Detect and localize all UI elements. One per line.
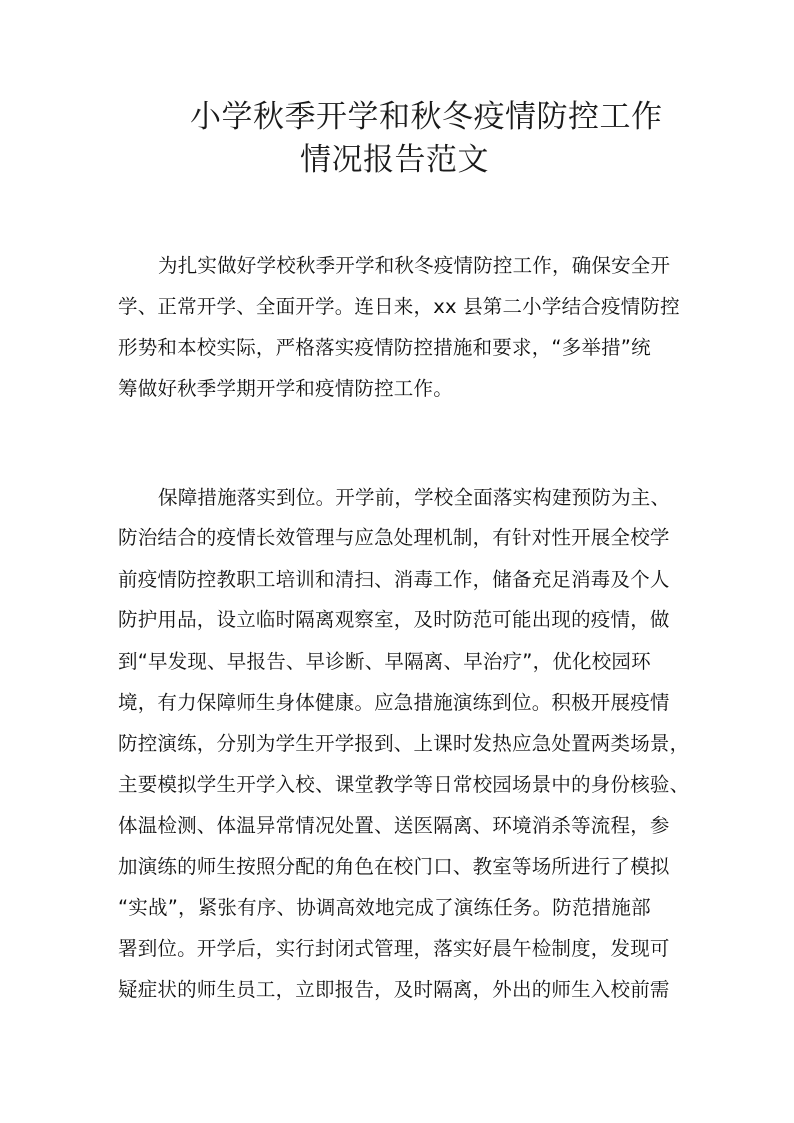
paragraph-2-line-7: 防控演练，分别为学生开学报到、上课时发热应急处置两类场景， [118, 732, 690, 755]
paragraph-2-line-3: 前疫情防控教职工培训和清扫、消毒工作，储备充足消毒及个人 [118, 568, 670, 591]
paragraph-1-line-3: 形势和本校实际，严格落实疫情防控措施和要求，“多举措”统 [118, 336, 651, 359]
paragraph-1-line-1: 为扎实做好学校秋季开学和秋冬疫情防控工作，确保安全开 [158, 254, 671, 277]
document-title-line-2: 情况报告范文 [300, 142, 489, 178]
paragraph-2-line-6: 境，有力保障师生身体健康。应急措施演练到位。积极开展疫情 [118, 691, 670, 714]
paragraph-2-line-8: 主要模拟学生开学入校、课堂教学等日常校园场景中的身份核验、 [118, 773, 690, 796]
paragraph-1-line-2: 学、正常开学、全面开学。连日来，xx 县第二小学结合疫情防控 [118, 295, 680, 318]
paragraph-2-line-13: 疑症状的师生员工，立即报告，及时隔离，外出的师生入校前需 [118, 978, 670, 1001]
paragraph-2-line-5: 到“早发现、早报告、早诊断、早隔离、早治疗”，优化校园环 [118, 650, 651, 673]
paragraph-2-line-9: 体温检测、体温异常情况处置、送医隔离、环境消杀等流程，参 [118, 814, 670, 837]
paragraph-1-line-4: 筹做好秋季学期开学和疫情防控工作。 [118, 377, 453, 400]
paragraph-2-line-11: “实战”，紧张有序、协调高效地完成了演练任务。防范措施部 [118, 896, 651, 919]
paragraph-2-line-1: 保障措施落实到位。开学前，学校全面落实构建预防为主、 [158, 486, 671, 509]
document-title-line-1: 小学秋季开学和秋冬疫情防控工作 [190, 99, 663, 135]
paragraph-2-line-10: 加演练的师生按照分配的角色在校门口、教室等场所进行了模拟 [118, 855, 670, 878]
paragraph-2-line-12: 署到位。开学后，实行封闭式管理，落实好晨午检制度，发现可 [118, 937, 670, 960]
paragraph-2-line-2: 防治结合的疫情长效管理与应急处理机制，有针对性开展全校学 [118, 526, 670, 549]
paragraph-2-line-4: 防护用品，设立临时隔离观察室，及时防范可能出现的疫情，做 [118, 608, 670, 631]
